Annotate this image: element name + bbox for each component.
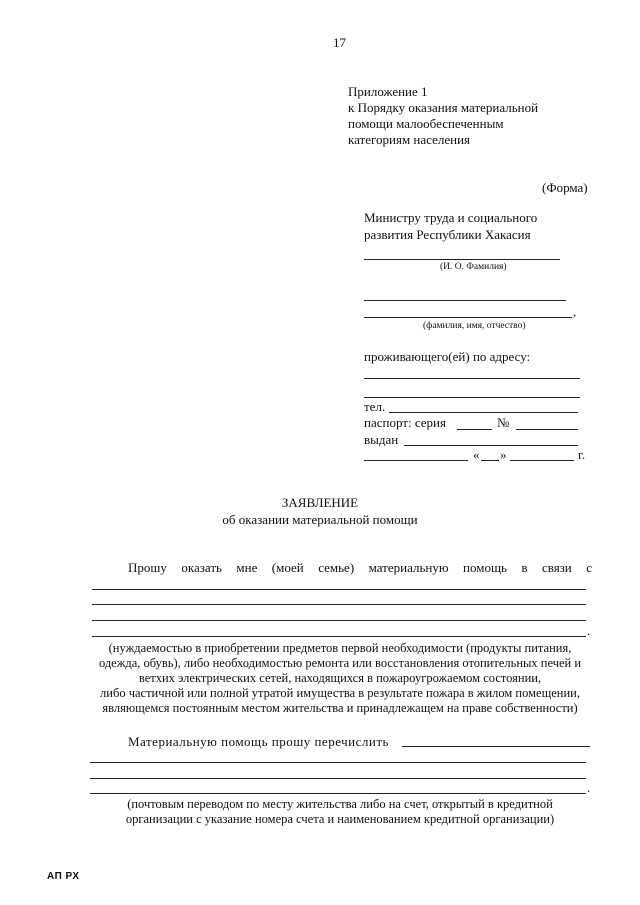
request-period: . <box>587 624 591 638</box>
number-sign: № <box>497 415 510 430</box>
transfer-line-3[interactable] <box>90 793 586 794</box>
document-title: ЗАЯВЛЕНИЕ <box>281 495 359 510</box>
transfer-period: . <box>587 781 591 795</box>
request-reason-line-2[interactable] <box>92 604 586 605</box>
addressee-line-1: Министру труда и социального <box>364 210 538 225</box>
request-reason-line-4[interactable] <box>92 636 586 637</box>
passport-label: паспорт: серия <box>364 415 446 430</box>
issued-place-field[interactable] <box>364 460 468 461</box>
transfer-line-0[interactable] <box>402 746 590 747</box>
request-note-line-3: ветхих электрических сетей, находящихся в пожароугрожаемом состоянии, <box>138 671 542 685</box>
issued-day-field[interactable] <box>481 460 499 461</box>
request-intro: Прошу оказать мне (моей семье) материальную помощь в связи с <box>128 560 592 575</box>
page-number: 17 <box>333 35 346 50</box>
address-label: проживающего(ей) по адресу: <box>364 349 531 364</box>
footer-mark: АП РХ <box>47 871 80 882</box>
issued-month-field[interactable] <box>510 460 574 461</box>
appendix-line-3: помощи малообеспеченным <box>348 116 504 131</box>
addressee-line-2: развития Республики Хакасия <box>364 227 531 242</box>
transfer-intro: Материальную помощь прошу перечислить <box>128 734 389 749</box>
passport-number-field[interactable] <box>516 429 578 430</box>
phone-label: тел. <box>364 399 386 414</box>
fio-comma: , <box>573 305 577 319</box>
request-reason-line-1[interactable] <box>92 589 586 590</box>
addressee-name-line[interactable] <box>364 259 560 260</box>
quote-close: » <box>500 447 507 462</box>
applicant-fio-line-2[interactable] <box>364 317 572 318</box>
document-subtitle: об оказании материальной помощи <box>222 512 418 527</box>
addressee-name-caption: (И. О. Фамилия) <box>440 262 507 272</box>
transfer-line-1[interactable] <box>90 762 586 763</box>
appendix-line-2: к Порядку оказания материальной <box>348 100 539 115</box>
year-suffix: г. <box>578 447 586 462</box>
request-reason-line-3[interactable] <box>92 620 586 621</box>
quote-open: « <box>473 447 480 462</box>
transfer-note-line-1: (почтовым переводом по месту жительства либо на счет, открытый в кредитной <box>127 797 553 811</box>
request-note-line-1: (нуждаемостью в приобретении предметов первой необходимости (продукты питания, <box>108 641 572 655</box>
transfer-note-line-2: организации с указание номера счета и наименованием кредитной организации) <box>125 812 555 826</box>
request-note-line-4: либо частичной или полной утратой имущества в результате пожара в жилом помещении, <box>100 686 580 700</box>
issued-label: выдан <box>364 432 399 447</box>
phone-field[interactable] <box>389 412 578 413</box>
passport-series-field[interactable] <box>457 429 492 430</box>
transfer-line-2[interactable] <box>90 778 586 779</box>
issued-by-field[interactable] <box>404 445 578 446</box>
address-line-1[interactable] <box>364 378 580 379</box>
appendix-line-4: категориям населения <box>348 132 471 147</box>
address-line-2[interactable] <box>364 397 580 398</box>
request-note-line-5: являющемся постоянным местом жительства и принадлежащем на праве собственности) <box>102 701 578 715</box>
applicant-fio-line-1[interactable] <box>364 300 566 301</box>
appendix-line-1: Приложение 1 <box>348 84 428 99</box>
applicant-fio-caption: (фамилия, имя, отчество) <box>423 321 526 331</box>
request-note-line-2: одежда, обувь), либо необходимостью ремонта или восстановления отопительных печей и <box>98 656 582 670</box>
form-label: (Форма) <box>542 180 588 195</box>
